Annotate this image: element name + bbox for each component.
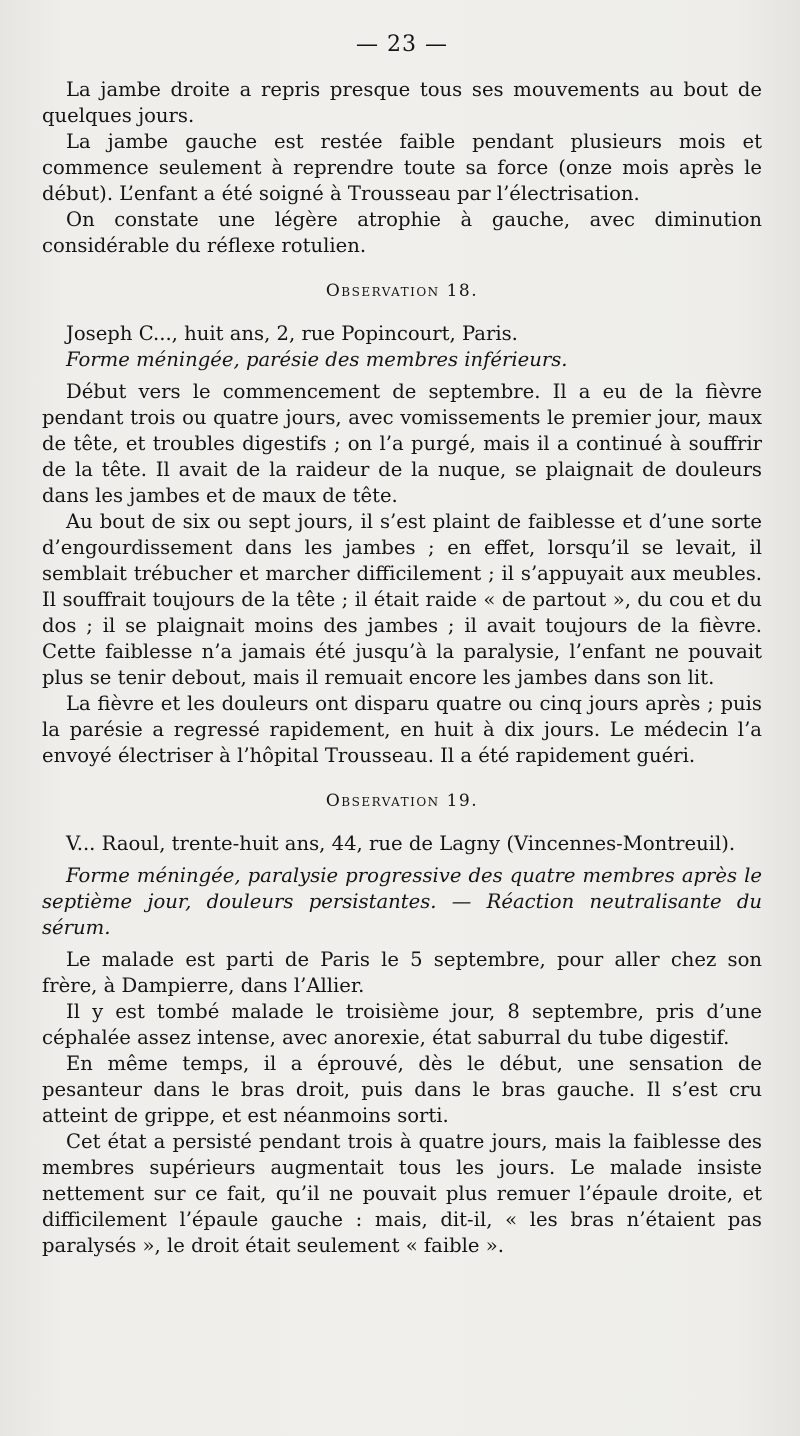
paragraph: Le malade est parti de Paris le 5 septembre, pour aller chez son frère, à Dampierre, dans l’Allier. bbox=[42, 948, 762, 997]
paragraph: La fièvre et les douleurs ont disparu quatre ou cinq jours après ; puis la parésie a regressé rapidement, en huit à dix jours. Le médecin l’a envoyé électriser à l’hôpital Trousseau. Il a été rapidement guéri. bbox=[42, 692, 762, 767]
observation-18-form: Forme méningée, parésie des membres inférieurs. bbox=[66, 348, 568, 371]
paragraph: Cet état a persisté pendant trois à quatre jours, mais la faiblesse des membres supérieurs augmentait tous les jours. Le malade insiste nettement sur ce fait, qu’il ne pouvait plus remuer l’épaule droite, et difficilement l’épaule gauche : mais, dit-il, « les bras n’étaient pas paralysés », le droit était seulement « faible ». bbox=[42, 1130, 762, 1257]
observation-18-patient: Joseph C..., huit ans, 2, rue Popincourt, Paris. bbox=[66, 322, 518, 345]
paragraph: On constate une légère atrophie à gauche, avec diminution considérable du réflexe rotulien. bbox=[42, 208, 762, 257]
observation-18-heading: Observation 18. bbox=[325, 281, 479, 301]
page-number: — 23 — bbox=[356, 32, 448, 57]
paragraph: La jambe droite a repris presque tous ses mouvements au bout de quelques jours. bbox=[42, 78, 762, 127]
paragraph: Début vers le commencement de septembre. Il a eu de la fièvre pendant trois ou quatre jours, avec vomissements le premier jour, maux de tête, et troubles digestifs ; on l’a purgé, mais il a continué à souffrir de la tête. Il avait de la raideur de la nuque, se plaignait de douleurs dans les jambes et de maux de tête. bbox=[42, 380, 762, 507]
paragraph: En même temps, il a éprouvé, dès le début, une sensation de pesanteur dans le bras droit, puis dans le bras gauche. Il s’est cru atteint de grippe, et est néanmoins sorti. bbox=[42, 1052, 762, 1127]
observation-19-heading: Observation 19. bbox=[325, 791, 479, 811]
observation-19-form: Forme méningée, paralysie progressive des quatre membres après le septième jour, douleurs persistantes. — Réaction neutralisante du sérum. bbox=[42, 864, 762, 939]
observation-19-patient: V... Raoul, trente-huit ans, 44, rue de Lagny (Vincennes-Montreuil). bbox=[66, 832, 736, 855]
paragraph: Au bout de six ou sept jours, il s’est plaint de faiblesse et d’une sorte d’engourdissement dans les jambes ; en effet, lorsqu’il se levait, il semblait trébucher et marcher difficilement ; il s’appuyait aux meubles. Il souffrait toujours de la tête ; il était raide « de partout », du cou et du dos ; il se plaignait moins des jambes ; il avait toujours de la fièvre. Cette faiblesse n’a jamais été jusqu’à la paralysie, l’enfant ne pouvait plus se tenir debout, mais il remuait encore les jambes dans son lit. bbox=[42, 510, 762, 689]
paragraph: La jambe gauche est restée faible pendant plusieurs mois et commence seulement à reprendre toute sa force (onze mois après le début). L’enfant a été soigné à Trousseau par l’électrisation. bbox=[42, 130, 762, 205]
paragraph: Il y est tombé malade le troisième jour, 8 septembre, pris d’une céphalée assez intense, avec anorexie, état saburral du tube digestif. bbox=[42, 1000, 762, 1049]
